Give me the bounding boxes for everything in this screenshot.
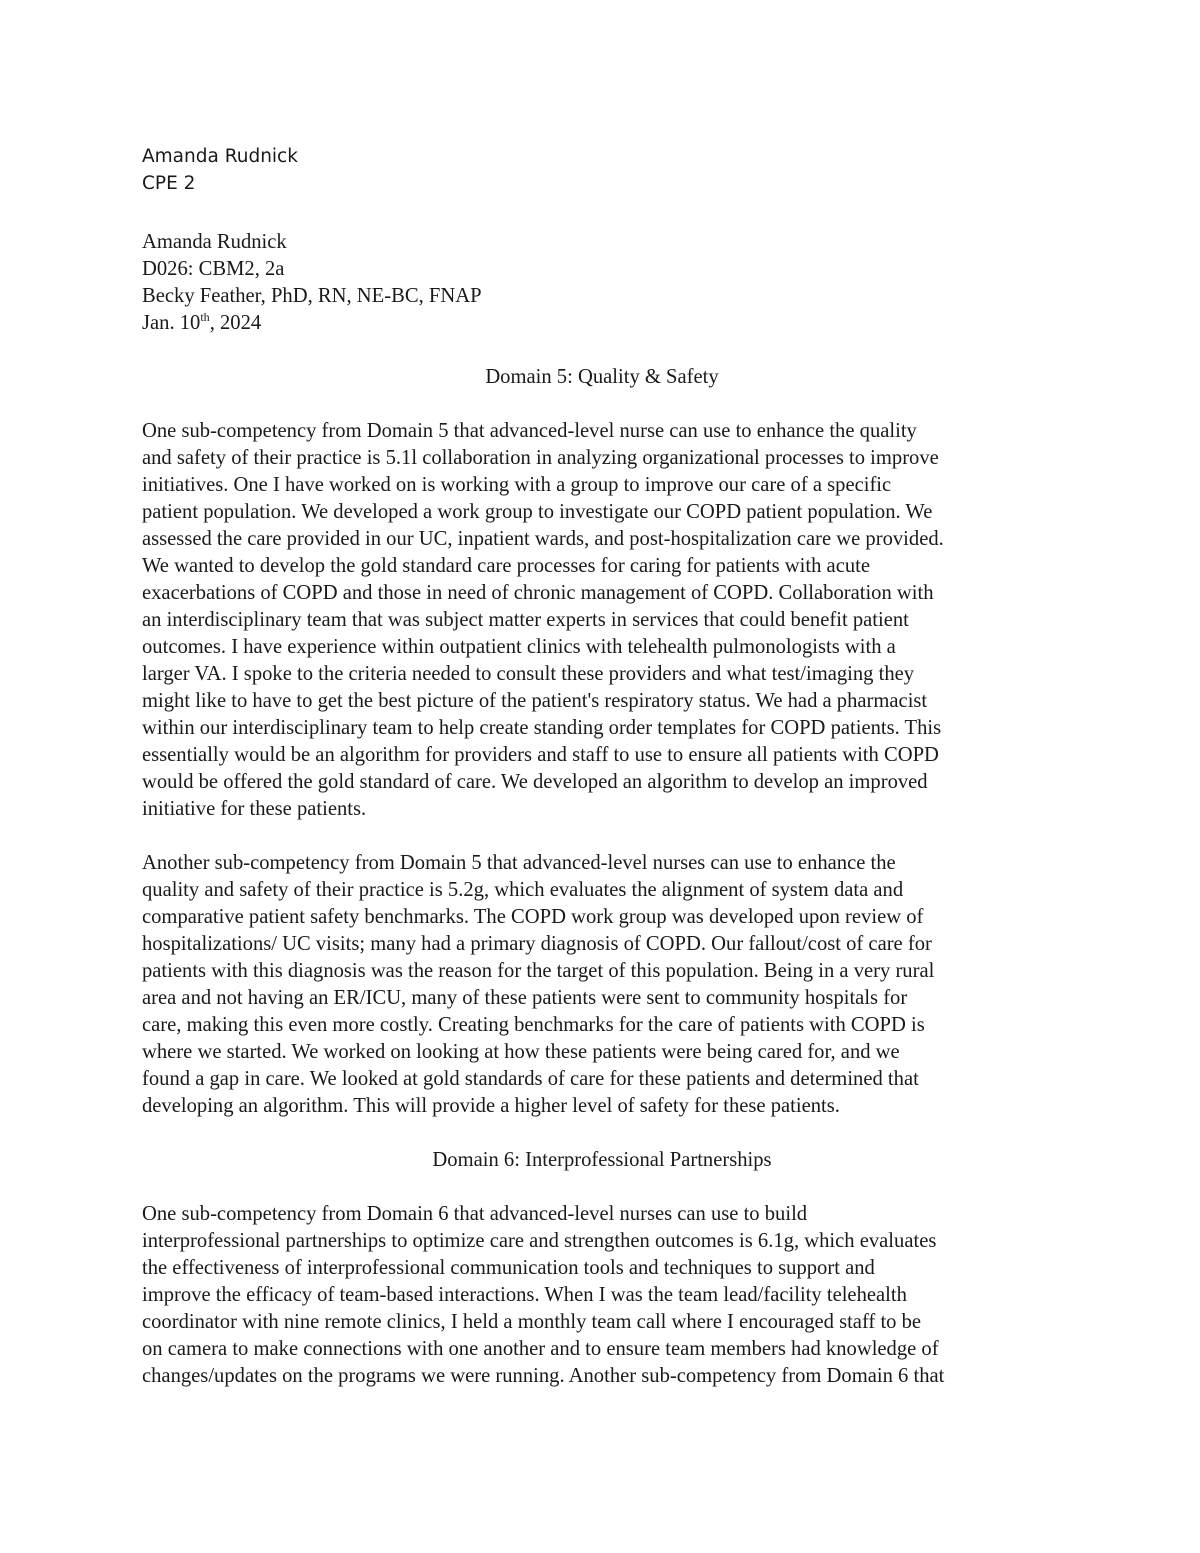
paragraph-line: We wanted to develop the gold standard care processes for caring for patients with acute	[142, 555, 871, 577]
paragraph-line: found a gap in care. We looked at gold standards of care for these patients and determined that	[142, 1068, 919, 1090]
paragraph-line: might like to have to get the best picture of the patient's respiratory status. We had a pharmacist	[142, 690, 928, 712]
paragraph-line: would be offered the gold standard of care. We developed an algorithm to develop an improved	[142, 771, 928, 793]
domain5-heading: Domain 5: Quality & Safety	[485, 366, 719, 388]
paragraph-line: patients with this diagnosis was the reason for the target of this population. Being in a very rural	[142, 960, 935, 982]
paragraph-line: comparative patient safety benchmarks. The COPD work group was developed upon review of	[142, 906, 924, 928]
header-name: Amanda Rudnick	[142, 146, 298, 167]
paragraph-line: assessed the care provided in our UC, inpatient wards, and post-hospitalization care we provided.	[142, 528, 944, 550]
date-suffix: , 2024	[209, 312, 262, 334]
paragraph-line: coordinator with nine remote clinics, I held a monthly team call where I encouraged staff to be	[142, 1311, 922, 1333]
paragraph-line: One sub-competency from Domain 5 that advanced-level nurse can use to enhance the quality	[142, 420, 917, 442]
document-body	[142, 229, 1062, 1390]
paragraph-line: within our interdisciplinary team to help create standing order templates for COPD patients. This	[142, 717, 942, 739]
paragraph-line: the effectiveness of interprofessional communication tools and techniques to support and	[142, 1257, 875, 1279]
paragraph-line: changes/updates on the programs we were running. Another sub-competency from Domain 6 that	[142, 1365, 945, 1387]
paragraph-line: outcomes. I have experience within outpatient clinics with telehealth pulmonologists with a	[142, 636, 896, 658]
paragraph-line: care, making this even more costly. Creating benchmarks for the care of patients with COPD is	[142, 1014, 925, 1036]
header-course: CPE 2	[142, 173, 196, 194]
paragraph-line: patient population. We developed a work group to investigate our COPD patient population. We	[142, 501, 933, 523]
paragraph-line: where we started. We worked on looking at how these patients were being cared for, and we	[142, 1041, 900, 1063]
paragraph-line: larger VA. I spoke to the criteria needed to consult these providers and what test/imaging they	[142, 663, 915, 685]
paragraph-line: improve the efficacy of team-based interactions. When I was the team lead/facility telehealth	[142, 1284, 907, 1306]
date-prefix: Jan. 10	[142, 312, 201, 334]
paragraph-line: an interdisciplinary team that was subject matter experts in services that could benefit patient	[142, 609, 909, 631]
paragraph-line: developing an algorithm. This will provide a higher level of safety for these patients.	[142, 1095, 840, 1117]
paragraph-line: Another sub-competency from Domain 5 that advanced-level nurses can use to enhance the	[142, 852, 896, 874]
course-code: D026: CBM2, 2a	[142, 258, 285, 280]
paragraph-line: area and not having an ER/ICU, many of these patients were sent to community hospitals for	[142, 987, 908, 1009]
paragraph-line: hospitalizations/ UC visits; many had a primary diagnosis of COPD. Our fallout/cost of care for	[142, 933, 932, 955]
instructor-name: Becky Feather, PhD, RN, NE-BC, FNAP	[142, 285, 482, 307]
paragraph-line: interprofessional partnerships to optimize care and strengthen outcomes is 6.1g, which evaluates	[142, 1230, 937, 1252]
domain6-heading: Domain 6: Interprofessional Partnerships	[432, 1149, 772, 1171]
paragraph-line: initiative for these patients.	[142, 798, 367, 820]
page-header	[142, 143, 298, 197]
paragraph-line: initiatives. One I have worked on is working with a group to improve our care of a specific	[142, 474, 892, 496]
domain5-paragraph-2	[142, 850, 1062, 1120]
paragraph-line: quality and safety of their practice is 5.2g, which evaluates the alignment of system data and	[142, 879, 904, 901]
paragraph-line: essentially would be an algorithm for providers and staff to use to ensure all patients with COPD	[142, 744, 939, 766]
domain6-paragraph-1	[142, 1201, 1062, 1390]
paragraph-line: exacerbations of COPD and those in need of chronic management of COPD. Collaboration with	[142, 582, 934, 604]
domain5-paragraph-1	[142, 418, 1062, 823]
author-name: Amanda Rudnick	[142, 231, 287, 253]
paragraph-line: on camera to make connections with one another and to ensure team members had knowledge of	[142, 1338, 939, 1360]
paragraph-line: One sub-competency from Domain 6 that advanced-level nurses can use to build	[142, 1203, 808, 1225]
date-superscript: th	[200, 310, 210, 325]
paragraph-line: and safety of their practice is 5.1l collaboration in analyzing organizational processes to improve	[142, 447, 939, 469]
document-date	[142, 310, 1062, 337]
